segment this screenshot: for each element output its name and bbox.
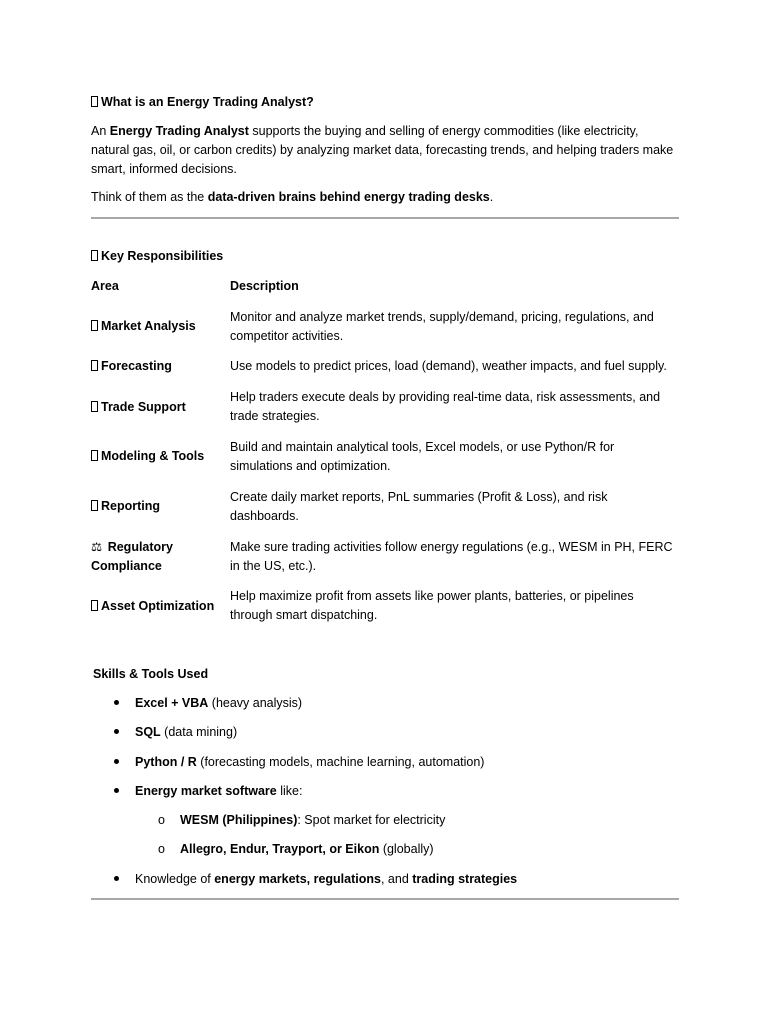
description-line: Help traders execute deals by providing real-time data, risk assessments, and [230,390,661,404]
table-row-area [91,357,221,376]
responsibilities-heading [91,247,223,266]
description-line: trade strategies. [230,409,320,423]
summary-text-bold: data-driven brains behind energy trading desks [207,190,490,204]
skill-detail: (forecasting models, machine learning, automation) [196,755,485,769]
table-row-area [91,398,221,417]
horizontal-rule [91,898,679,900]
description-line: Help maximize profit from assets like power plants, batteries, or pipelines [230,589,634,603]
knowledge-text-bold: trading strategies [412,872,518,886]
intro-text-line2: natural gas, oil, or carbon credits) by analyzing market data, forecasting trends, and helping traders make [91,143,674,157]
sub-list-item [180,840,434,859]
table-row-description [230,438,680,476]
software-name: Allegro, Endur, Trayport, or Eikon [180,842,380,856]
horizontal-rule [91,217,679,219]
area-label: Reporting [101,499,161,513]
sub-list-item [180,811,445,830]
table-row-description [230,488,680,526]
summary-text-pre: Think of them as the [91,190,208,204]
skill-name: SQL [135,725,161,739]
bullet-marker [114,788,119,793]
intro-text-line1: supports the buying and selling of energy commodities (like electricity, [248,124,639,138]
chart-icon [91,320,98,331]
bullet-marker [114,700,119,705]
table-row-area [91,317,221,336]
table-row-description [230,308,680,346]
table-row-description [230,357,680,376]
list-item [135,782,302,801]
area-label: Modeling & Tools [101,449,205,463]
sub-bullet-marker: o [158,813,165,827]
bullet-marker [114,876,119,881]
area-label: Market Analysis [101,319,196,333]
responsibilities-title: Key Responsibilities [101,249,224,263]
skill-detail: like: [276,784,303,798]
area-label-line2: Compliance [91,559,162,573]
intro-text-bold: Energy Trading Analyst [109,124,249,138]
table-row-area [91,538,221,576]
table-header-description: Description [230,279,299,293]
description-line: simulations and optimization. [230,459,391,473]
forecast-icon [91,360,98,371]
table-row-area [91,447,221,466]
software-name: WESM (Philippines) [180,813,298,827]
report-icon [91,500,98,511]
area-label: Regulatory [107,540,173,554]
software-detail: : Spot market for electricity [297,813,446,827]
knowledge-text-pre: Knowledge of [135,872,215,886]
description-line: in the US, etc.). [230,559,317,573]
area-label: Trade Support [101,400,186,414]
intro-text-pre: An [91,124,110,138]
list-item [135,870,517,889]
skill-name: Energy market software [135,784,277,798]
skill-name: Excel + VBA [135,696,209,710]
bullet-marker [114,759,119,764]
skill-name: Python / R [135,755,197,769]
software-detail: (globally) [379,842,434,856]
bullet-marker [114,729,119,734]
skill-detail: (data mining) [160,725,238,739]
table-row-description [230,538,680,576]
table-row-description [230,587,680,625]
list-item [135,694,302,713]
table-row-area [91,597,221,616]
scales-icon: ⚖ [91,540,103,554]
description-line: competitor activities. [230,329,344,343]
list-item [135,723,237,742]
sub-bullet-marker: o [158,842,165,856]
description-line: Use models to predict prices, load (demand), weather impacts, and fuel supply. [230,359,667,373]
table-row-description [230,388,680,426]
skill-detail: (heavy analysis) [208,696,303,710]
skills-heading: Skills & Tools Used [93,667,209,681]
intro-paragraph [91,122,683,179]
intro-heading [91,93,314,112]
tools-icon [91,450,98,461]
description-line: Make sure trading activities follow energy regulations (e.g., WESM in PH, FERC [230,540,673,554]
description-line: Build and maintain analytical tools, Excel models, or use Python/R for [230,440,615,454]
list-item [135,753,484,772]
area-label: Forecasting [101,359,172,373]
description-line: through smart dispatching. [230,608,378,622]
placeholder-icon [91,96,98,107]
intro-summary [91,188,683,207]
handshake-icon [91,401,98,412]
description-line: dashboards. [230,509,299,523]
area-label: Asset Optimization [101,599,215,613]
table-header-area: Area [91,279,119,293]
intro-title: What is an Energy Trading Analyst? [101,95,314,109]
table-row-area [91,497,221,516]
knowledge-text-bold: energy markets, regulations [214,872,381,886]
description-line: Create daily market reports, PnL summaries (Profit & Loss), and risk [230,490,608,504]
optimization-icon [91,600,98,611]
intro-text-line3: smart, informed decisions. [91,162,237,176]
summary-text-post: . [489,190,494,204]
description-line: Monitor and analyze market trends, supply/demand, pricing, regulations, and [230,310,654,324]
knowledge-text-mid: , and [380,872,413,886]
placeholder-icon [91,250,98,261]
